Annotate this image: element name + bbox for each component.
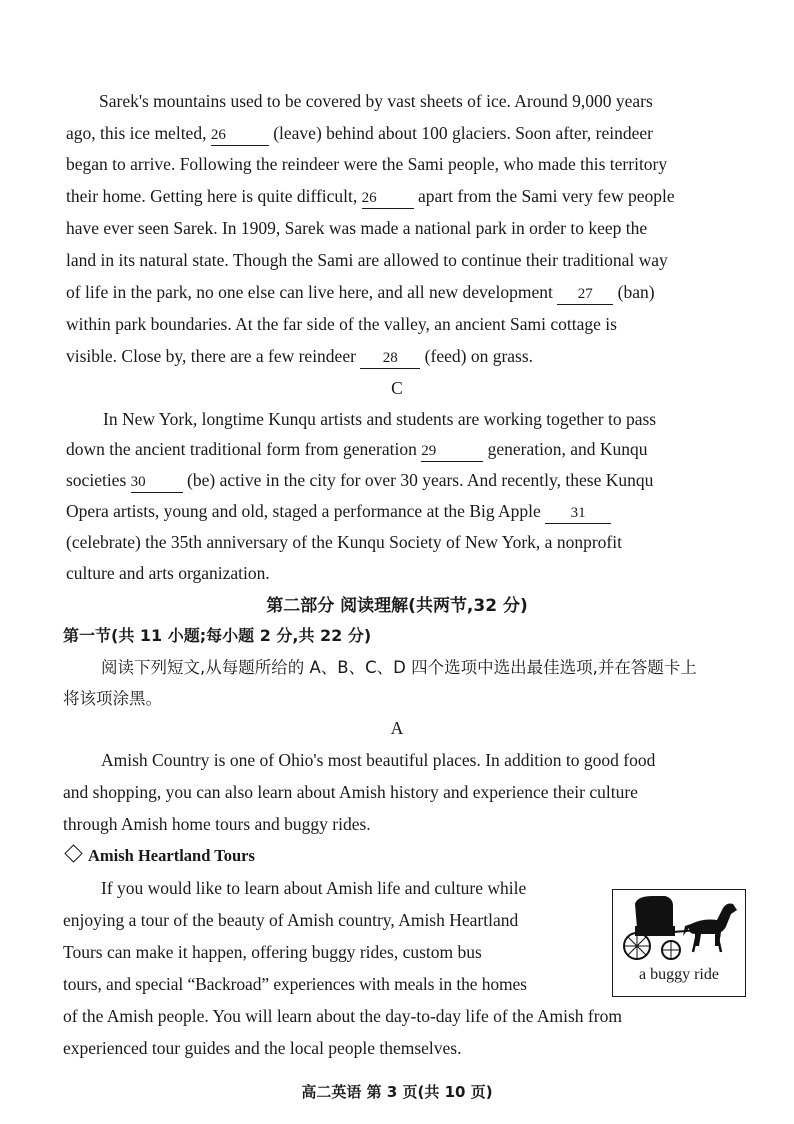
passage-b-line-1: Sarek's mountains used to be covered by vast sheets of ice. Around 9,000 years bbox=[99, 91, 653, 111]
passage-c-line-5: (celebrate) the 35th anniversary of the Kunqu Society of New York, a nonprofit bbox=[66, 532, 622, 552]
passage-c-line-3: societies 30 (be) active in the city for over 30 years. And recently, these Kunqu bbox=[66, 465, 761, 497]
passage-b-line-6: land in its natural state. Though the Sami are allowed to continue their traditional way bbox=[66, 250, 668, 270]
section-one-heading: 第一节(共 11 小题;每小题 2 分,共 22 分) bbox=[63, 626, 372, 645]
passage-b-line-4: their home. Getting here is quite difficult, 26 apart from the Sami very few people bbox=[66, 181, 761, 213]
answer-blank-30: 30 bbox=[131, 472, 183, 493]
passage-b-line-5: have ever seen Sarek. In 1909, Sarek was made a national park in order to keep the bbox=[66, 218, 648, 238]
image-caption: a buggy ride bbox=[639, 966, 719, 983]
passage-a-body-5: of the Amish people. You will learn about the day-to-day life of the Amish from bbox=[63, 1006, 622, 1026]
part-two-heading: 第二部分 阅读理解(共两节,32 分) bbox=[266, 596, 528, 616]
passage-c-line-4: Opera artists, young and old, staged a performance at the Big Apple 31 bbox=[66, 496, 761, 528]
passage-b-line-8: within park boundaries. At the far side of the valley, an ancient Sami cottage is bbox=[66, 314, 617, 334]
page-footer: 高二英语 第 3 页(共 10 页) bbox=[301, 1083, 493, 1101]
passage-a-body-6: experienced tour guides and the local people themselves. bbox=[63, 1038, 462, 1058]
passage-b-line-2: ago, this ice melted, 26 (leave) behind about 100 glaciers. Soon after, reindeer bbox=[66, 118, 761, 150]
subheading-amish-heartland: Amish Heartland Tours bbox=[63, 840, 255, 872]
passage-a-body-1: If you would like to learn about Amish life and culture while bbox=[101, 878, 527, 898]
horse-buggy-icon bbox=[613, 890, 745, 966]
passage-b-line-7: of life in the park, no one else can live here, and all new development 27 (ban) bbox=[66, 277, 761, 309]
passage-c-line-6: culture and arts organization. bbox=[66, 563, 270, 583]
passage-b-line-9: visible. Close by, there are a few reindeer 28 (feed) on grass. bbox=[66, 341, 761, 373]
passage-a-intro-2: and shopping, you can also learn about Amish history and experience their culture bbox=[63, 782, 638, 802]
answer-blank-26b: 26 bbox=[362, 188, 414, 209]
answer-blank-31: 31 bbox=[545, 503, 611, 524]
answer-blank-26: 26 bbox=[211, 125, 269, 146]
answer-blank-29: 29 bbox=[421, 441, 483, 462]
buggy-ride-figure bbox=[612, 889, 746, 997]
passage-b-line-3: began to arrive. Following the reindeer were the Sami people, who made this territory bbox=[66, 154, 668, 174]
answer-blank-28: 28 bbox=[360, 348, 420, 369]
answer-blank-27: 27 bbox=[557, 284, 613, 305]
passage-a-intro-3: through Amish home tours and buggy rides. bbox=[63, 814, 371, 834]
instruction-line-2: 将该项涂黑。 bbox=[63, 689, 162, 708]
passage-a-body-4: tours, and special “Backroad” experiences with meals in the homes bbox=[63, 974, 527, 994]
passage-a-body-2: enjoying a tour of the beauty of Amish country, Amish Heartland bbox=[63, 910, 519, 930]
section-label-c: C bbox=[391, 378, 403, 398]
instruction-line-1: 阅读下列短文,从每题所给的 A、B、C、D 四个选项中选出最佳选项,并在答题卡上 bbox=[101, 658, 697, 677]
passage-a-intro-1: Amish Country is one of Ohio's most beautiful places. In addition to good food bbox=[101, 750, 656, 770]
passage-a-body-3: Tours can make it happen, offering buggy rides, custom bus bbox=[63, 942, 482, 962]
passage-label-a: A bbox=[390, 718, 404, 738]
passage-c-line-2: down the ancient traditional form from generation 29 generation, and Kunqu bbox=[66, 434, 761, 466]
passage-c-line-1: In New York, longtime Kunqu artists and students are working together to pass bbox=[103, 409, 657, 429]
diamond-bullet-icon bbox=[64, 844, 82, 862]
